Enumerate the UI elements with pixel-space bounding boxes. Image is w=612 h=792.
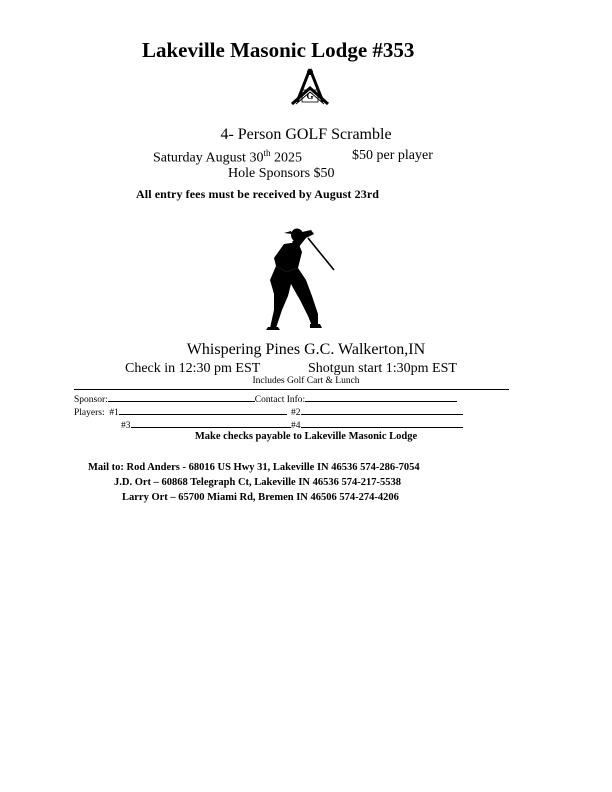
page-title: Lakeville Masonic Lodge #353 (142, 38, 415, 62)
divider (74, 389, 509, 390)
svg-text:G: G (306, 91, 314, 101)
sponsor-row (74, 392, 457, 405)
event-name: 4- Person GOLF Scramble (220, 126, 392, 143)
hole-sponsors: Hole Sponsors $50 (228, 166, 335, 181)
player-3-label: #3 (121, 421, 131, 431)
entry-deadline: All entry fees must be received by August 23rd (136, 187, 380, 201)
shotgun-start-time: Shotgun start 1:30pm EST (308, 361, 457, 376)
players-row-1b (291, 405, 463, 418)
date-year: 2025 (270, 150, 302, 166)
check-in-time: Check in 12:30 pm EST (125, 361, 261, 376)
player-2-field[interactable] (301, 405, 463, 415)
player-price: $50 per player (352, 148, 433, 163)
golfer-silhouette-icon (262, 224, 336, 332)
players-row-2 (121, 418, 291, 431)
players-label: Players: (74, 408, 105, 418)
date-text: Saturday August 30 (153, 150, 264, 166)
checks-payable-note: Make checks payable to Lakeville Masonic Lodge (194, 431, 418, 442)
venue: Whispering Pines G.C. Walkerton,IN (186, 341, 426, 358)
mail-line-3: Larry Ort – 65700 Miami Rd, Bremen IN 46506 574-274-4206 (122, 492, 399, 503)
contact-label: Contact Info: (254, 395, 306, 405)
player-4-label: #4 (291, 421, 301, 431)
mail-line-2: J.D. Ort – 60868 Telegraph Ct, Lakeville IN 46536 574-217-5538 (114, 477, 401, 488)
player-1-field[interactable] (119, 405, 287, 415)
player-3-field[interactable] (131, 418, 291, 428)
includes-note: Includes Golf Cart & Lunch (252, 376, 360, 386)
sponsor-field[interactable] (108, 392, 255, 402)
player-2-label: #2 (291, 408, 301, 418)
date-suffix: th (263, 148, 271, 158)
sponsor-label: Sponsor: (74, 395, 108, 405)
players-row-2b (291, 418, 463, 431)
player-1-label: #1 (109, 408, 119, 418)
event-date (153, 148, 302, 167)
player-4-field[interactable] (301, 418, 463, 428)
square-and-compasses-icon (286, 66, 334, 114)
contact-field[interactable] (305, 392, 457, 402)
mail-line-1: Mail to: Rod Anders - 68016 US Hwy 31, Lakeville IN 46536 574-286-7054 (88, 462, 420, 473)
players-row-1 (74, 405, 287, 418)
